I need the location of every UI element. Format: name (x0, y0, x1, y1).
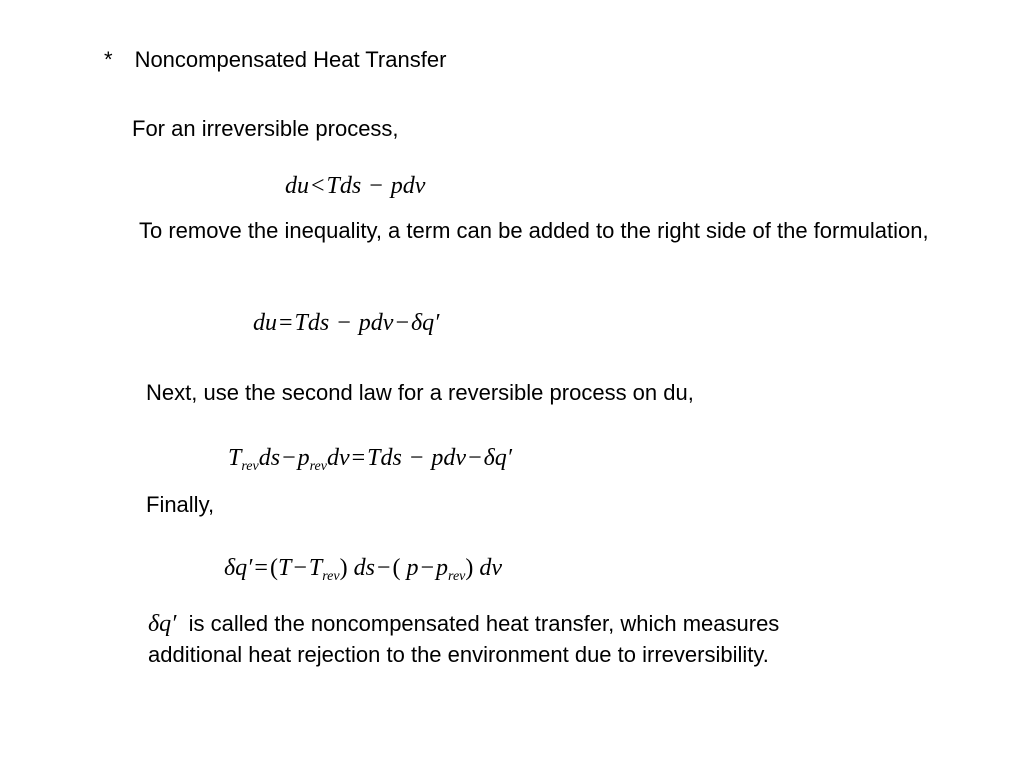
eq3-eq: = (351, 445, 366, 471)
eq2-minus1: − (337, 310, 351, 336)
eq3-minus2: − (409, 445, 424, 471)
eq1-tds: Tds (326, 173, 362, 199)
eq2-dq: δq′ (410, 310, 440, 336)
closing-line-2: additional heat rejection to the environment due to irreversibility. (148, 642, 769, 667)
eq2-minus2: − (395, 310, 409, 336)
closing-line-1-text: is called the noncompensated heat transfer, which measures (188, 611, 780, 636)
closing-dq: δq′ (148, 611, 177, 637)
eq3-p: p (297, 445, 310, 471)
eq3-minus1: − (282, 445, 296, 471)
eq4-dv: dv (479, 555, 503, 581)
finally-text: Finally, (146, 492, 215, 517)
eq4-p: p (406, 555, 419, 581)
eq3-rev2: rev (309, 459, 327, 474)
eq4-rp2: ) (465, 555, 474, 581)
next-text: Next, use the second law for a reversible process on du, (146, 380, 694, 405)
eq3-tds: Tds (367, 445, 402, 471)
eq1-pdv: pdv (390, 173, 426, 199)
heading (104, 45, 446, 75)
eq2-tds: Tds (294, 310, 330, 336)
eq2-eq: = (279, 310, 293, 336)
equation-4 (224, 553, 502, 592)
eq4-rp1: ) (339, 555, 348, 581)
eq1-minus: − (369, 173, 383, 199)
eq4-T2: T (308, 555, 323, 581)
eq4-dq: δq′ (224, 555, 253, 581)
eq4-p2: p (436, 555, 449, 581)
eq3-pdv: pdv (431, 445, 467, 471)
eq3-rev1: rev (241, 459, 259, 474)
remove-text: To remove the inequality, a term can be added to the right side of the formulation, (139, 218, 929, 243)
eq3-dq: δq′ (483, 445, 513, 471)
eq4-lp1: ( (269, 555, 278, 581)
closing-line-1 (148, 609, 779, 639)
eq4-lp2: ( (392, 555, 401, 581)
eq4-minus2: − (376, 555, 391, 581)
equation-1 (285, 171, 425, 201)
equation-2 (253, 308, 439, 338)
eq3-minus3: − (468, 445, 482, 471)
heading-title: Noncompensated Heat Transfer (134, 47, 447, 72)
eq4-rev1: rev (322, 569, 340, 584)
eq3-ds: ds (258, 445, 281, 471)
eq4-minus1: − (293, 555, 307, 581)
eq4-minus3: − (420, 555, 435, 581)
heading-bullet: * (104, 47, 113, 72)
eq4-eq: = (254, 555, 268, 581)
intro-text: For an irreversible process, (132, 116, 399, 141)
equation-3 (228, 443, 512, 482)
eq4-rev2: rev (448, 569, 466, 584)
eq4-ds: ds (353, 555, 375, 581)
eq1-lt: < (311, 173, 325, 199)
eq2-du: du (253, 310, 277, 336)
eq3-T: T (228, 445, 242, 471)
eq1-du: du (285, 173, 309, 199)
eq4-T: T (277, 555, 292, 581)
eq3-dv: dv (326, 445, 350, 471)
eq2-pdv: pdv (358, 310, 394, 336)
